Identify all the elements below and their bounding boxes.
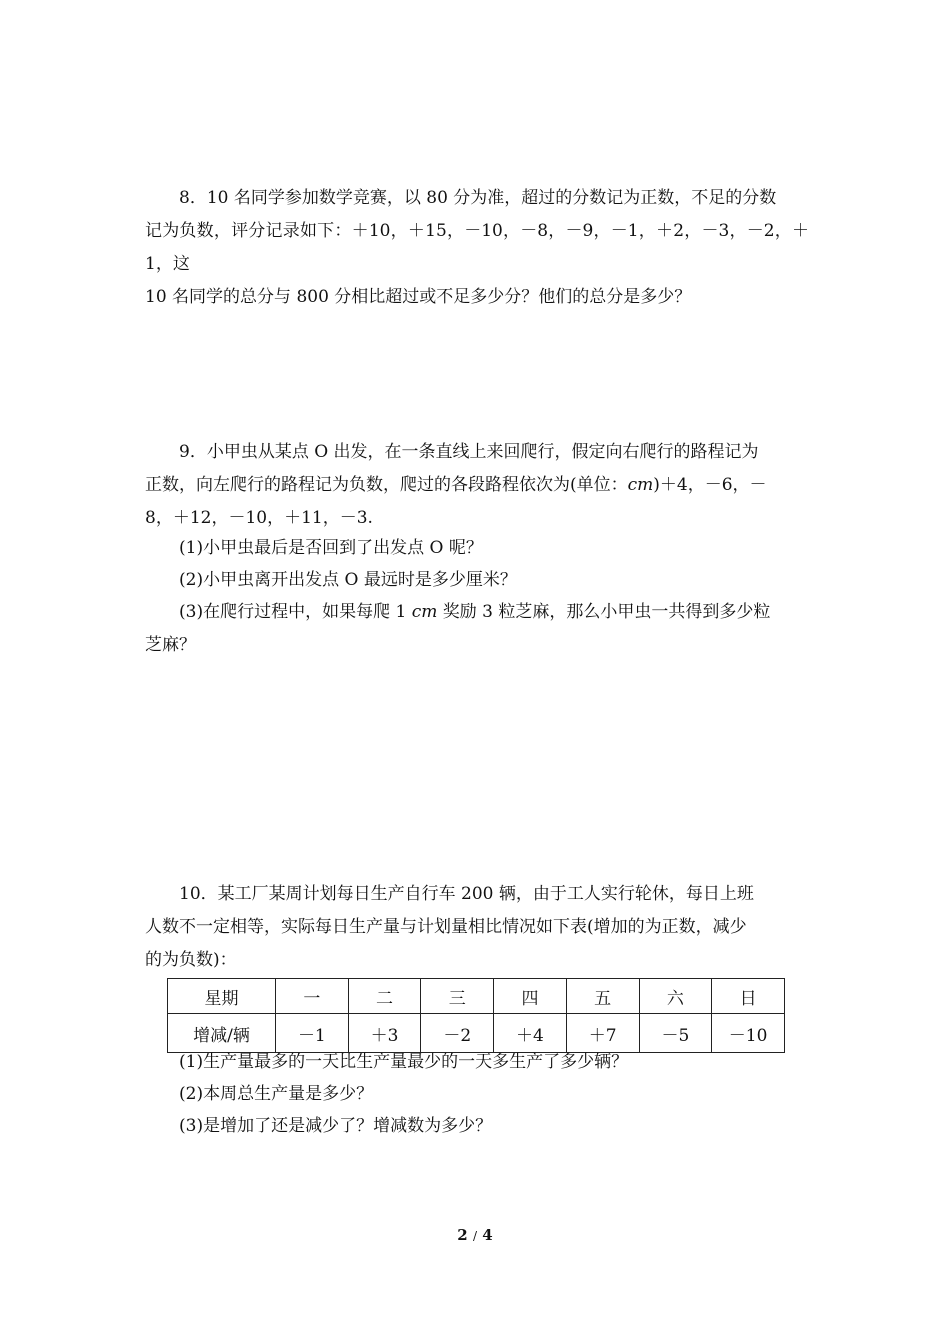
q9-sub1: (1)小甲虫最后是否回到了出发点 O 呢？ <box>179 538 483 558</box>
day-cell: 三 <box>421 979 494 1014</box>
q9-sub3a: (3)在爬行过程中，如果每爬 1 <box>179 602 412 622</box>
value-cell: ＋4 <box>494 1014 567 1053</box>
value-cell: ＋7 <box>566 1014 639 1053</box>
value-cell: －2 <box>421 1014 494 1053</box>
q10-sub2: (2)本周总生产量是多少？ <box>179 1084 374 1104</box>
value-cell: －10 <box>712 1014 785 1053</box>
value-cell: ＋3 <box>348 1014 421 1053</box>
q9-line2b: )＋4，－6，－ <box>653 475 767 495</box>
q8-line1: 8．10 名同学参加数学竞赛，以 80 分为准，超过的分数记为正数，不足的分数 <box>179 188 777 208</box>
q10-line1: 10．某工厂某周计划每日生产自行车 200 辆，由于工人实行轮休，每日上班 <box>179 884 754 904</box>
q9-sub3 <box>145 596 809 662</box>
q8-line3: 10 名同学的总分与 800 分相比超过或不足多少分？他们的总分是多少？ <box>145 287 692 307</box>
q10-sub1: (1)生产量最多的一天比生产量最少的一天多生产了多少辆？ <box>179 1052 629 1072</box>
q9-sub2: (2)小甲虫离开出发点 O 最远时是多少厘米？ <box>179 570 517 590</box>
day-cell: 六 <box>639 979 712 1014</box>
day-cell: 四 <box>494 979 567 1014</box>
page-current: 2 <box>457 1226 468 1244</box>
question-10 <box>145 878 809 977</box>
q8-line2: 记为负数，评分记录如下：＋10，＋15，－10，－8，－9，－1，＋2，－3，－2，＋1，这 <box>145 221 809 274</box>
day-cell: 二 <box>348 979 421 1014</box>
q9-sub3-unit: cm <box>411 602 438 622</box>
row-label-cell: 增减/辆 <box>168 1014 276 1053</box>
day-cell: 日 <box>712 979 785 1014</box>
q10-line2: 人数不一定相等，实际每日生产量与计划量相比情况如下表(增加的为正数，减少 <box>145 917 747 937</box>
q9-line1: 9．小甲虫从某点 O 出发，在一条直线上来回爬行，假定向右爬行的路程记为 <box>179 442 759 462</box>
table-header-row <box>168 979 785 1014</box>
q9-sub3b: 奖励 3 粒芝麻，那么小甲虫一共得到多少粒 <box>437 602 771 622</box>
day-cell: 一 <box>276 979 349 1014</box>
q9-sub3-line2: 芝麻？ <box>145 635 196 655</box>
day-cell: 五 <box>566 979 639 1014</box>
q10-line3: 的为负数)： <box>145 950 237 970</box>
question-9 <box>145 436 809 535</box>
page-number <box>0 1226 950 1244</box>
production-table <box>167 978 785 1053</box>
question-8 <box>145 182 809 314</box>
q9-line2a: 正数，向左爬行的路程记为负数，爬过的各段路程依次为(单位： <box>145 475 628 495</box>
page-total: 4 <box>482 1226 493 1244</box>
header-label-cell: 星期 <box>168 979 276 1014</box>
q9-unit: cm <box>627 475 654 495</box>
value-cell: －1 <box>276 1014 349 1053</box>
q9-line3: 8，＋12，－10，＋11，－3. <box>145 508 373 528</box>
q10-sub3: (3)是增加了还是减少了？增减数为多少？ <box>179 1116 493 1136</box>
page-separator: / <box>472 1229 478 1243</box>
value-cell: －5 <box>639 1014 712 1053</box>
